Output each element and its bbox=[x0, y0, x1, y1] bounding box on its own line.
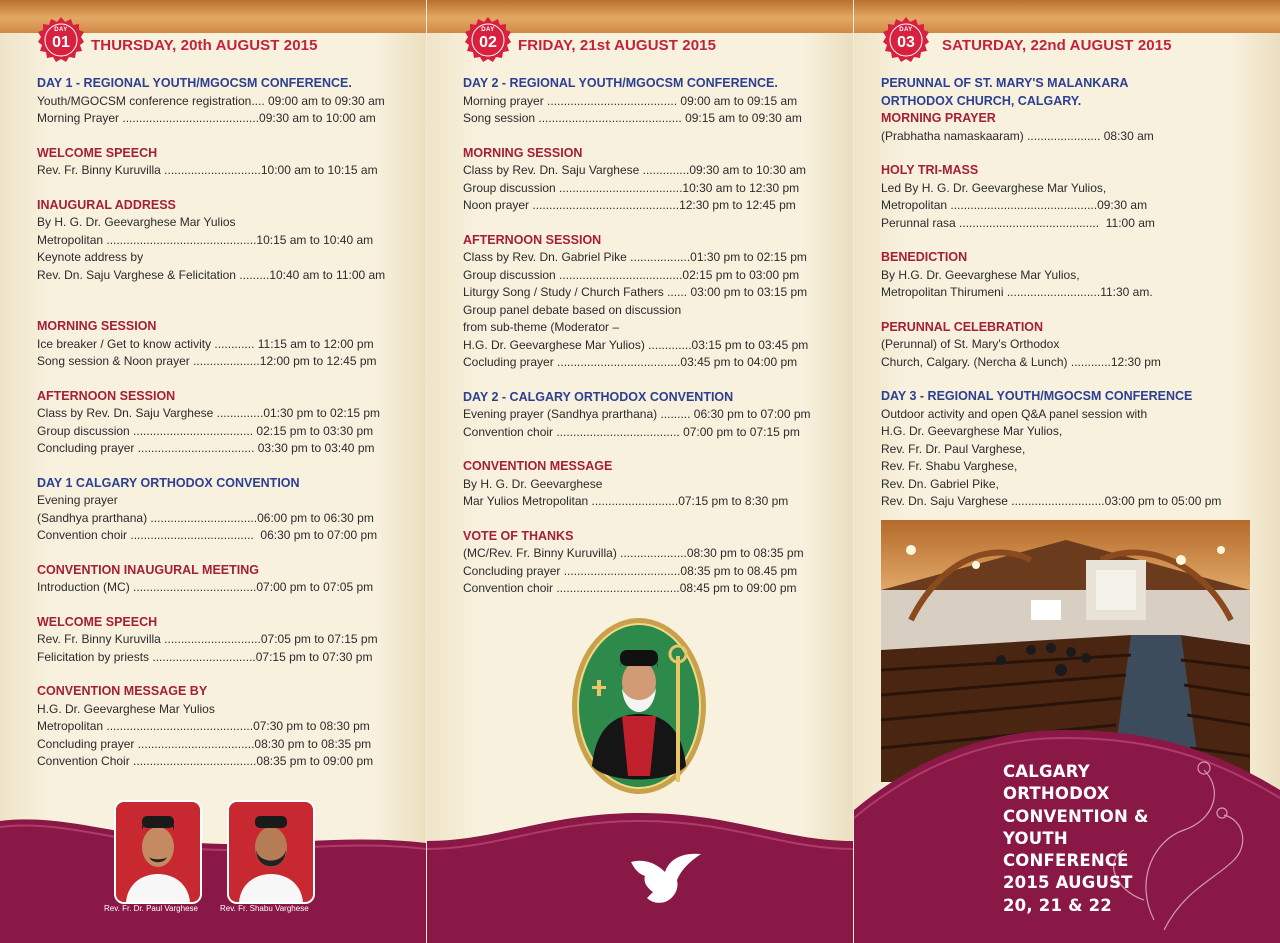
schedule-line: Class by Rev. Dn. Saju Varghese ..............09:30 am to 10:30 am bbox=[463, 163, 807, 177]
section-heading: WELCOME SPEECH bbox=[37, 614, 158, 629]
schedule-line: Song session ........................................... 09:15 am to 09:30 am bbox=[463, 111, 802, 125]
section-heading: DAY 1 CALGARY ORTHODOX CONVENTION bbox=[37, 475, 300, 490]
schedule-line: Concluding prayer ...................................08:30 pm to 08:35 pm bbox=[37, 736, 372, 751]
spacer bbox=[881, 232, 1221, 249]
schedule-line: Group discussion .....................................02:15 pm to 03:00 pm bbox=[463, 267, 800, 282]
schedule-line: Rev. Dn. Saju Varghese ............................03:00 pm to 05:00 pm bbox=[881, 494, 1222, 508]
day3-badge bbox=[883, 17, 929, 63]
schedule-line: Metropolitan Thirumeni ............................11:30 am. bbox=[881, 285, 1153, 299]
section-heading: DAY 2 - CALGARY ORTHODOX CONVENTION bbox=[463, 389, 734, 404]
spacer bbox=[37, 371, 385, 388]
spacer bbox=[881, 145, 1221, 162]
schedule-line: Class by Rev. Dn. Saju Varghese ..............01:30 pm to 02:15 pm bbox=[37, 406, 381, 420]
day1-date-heading: THURSDAY, 20th AUGUST 2015 bbox=[91, 37, 318, 54]
caption-shabu-varghese: Rev. Fr. Shabu Varghese bbox=[220, 904, 309, 913]
day2-date-heading: FRIDAY, 21st AUGUST 2015 bbox=[518, 37, 717, 54]
schedule-line: (MC/Rev. Fr. Binny Kuruvilla) ....................08:30 pm to 08:35 pm bbox=[463, 546, 804, 560]
section-heading: MORNING PRAYER bbox=[881, 111, 996, 125]
schedule-line: Ice breaker / Get to know activity ............ 11:15 am to 12:00 pm bbox=[37, 336, 374, 351]
schedule-line: Cocluding prayer .....................................03:45 pm to 04:00 pm bbox=[463, 355, 798, 369]
spacer bbox=[37, 666, 385, 683]
spacer bbox=[37, 545, 385, 562]
schedule-line: Led By H. G. Dr. Geevarghese Mar Yulios, bbox=[881, 180, 1107, 195]
day1-schedule bbox=[37, 75, 385, 771]
section-heading: AFTERNOON SESSION bbox=[37, 388, 176, 403]
schedule-line: Perunnal rasa .......................................... 11:00 am bbox=[881, 215, 1155, 230]
schedule-line: By H.G. Dr. Geevarghese Mar Yulios, bbox=[881, 267, 1080, 282]
schedule-line: Morning prayer ....................................... 09:00 am to 09:15 am bbox=[463, 93, 798, 108]
spacer bbox=[37, 128, 385, 145]
schedule-line: Concluding prayer ...................................08:35 pm to 08.45 pm bbox=[463, 563, 798, 578]
schedule-line: Morning Prayer .........................................09:30 am to 10:00 am bbox=[37, 111, 376, 125]
badge-label: DAY bbox=[899, 27, 913, 33]
schedule-line: Class by Rev. Dn. Gabriel Pike ..................01:30 pm to 02:15 pm bbox=[463, 250, 807, 264]
schedule-line: H.G. Dr. Geevarghese Mar Yulios bbox=[37, 701, 215, 716]
schedule-line: Convention Choir .....................................08:35 pm to 09:00 pm bbox=[37, 754, 374, 768]
schedule-line: Keynote address by bbox=[37, 250, 144, 264]
schedule-line: Group discussion .....................................10:30 am to 12:30 pm bbox=[463, 180, 800, 195]
schedule-line: (Sandhya prarthana) ................................06:00 pm to 06:30 pm bbox=[37, 510, 374, 525]
event-title-line: CONVENTION & bbox=[1003, 806, 1149, 826]
day2-panel bbox=[427, 0, 853, 943]
schedule-line: Rev. Fr. Binny Kuruvilla .............................10:00 am to 10:15 am bbox=[37, 163, 378, 177]
schedule-line: H.G. Dr. Geevarghese Mar Yulios, bbox=[881, 424, 1063, 438]
schedule-line: By H. G. Dr. Geevarghese Mar Yulios bbox=[37, 215, 236, 229]
schedule-line: Group panel debate based on discussion bbox=[463, 302, 682, 317]
schedule-line: Rev. Dn. Saju Varghese & Felicitation .........10:40 am to 11:00 am bbox=[37, 267, 386, 282]
section-heading: CONVENTION INAUGURAL MEETING bbox=[37, 562, 259, 577]
badge-number: 01 bbox=[52, 34, 70, 51]
section-heading: MORNING SESSION bbox=[37, 319, 157, 333]
caption-paul-varghese: Rev. Fr. Dr. Paul Varghese bbox=[104, 904, 198, 913]
day3-date-heading: SATURDAY, 22nd AUGUST 2015 bbox=[942, 37, 1172, 54]
day1-panel bbox=[0, 0, 426, 943]
section-heading: PERUNNAL OF ST. MARY'S MALANKARA bbox=[881, 76, 1129, 90]
event-title-line: CALGARY bbox=[1003, 762, 1090, 781]
spacer bbox=[463, 441, 811, 458]
day1-badge bbox=[38, 17, 84, 63]
purple-wave bbox=[0, 783, 426, 943]
spacer bbox=[881, 302, 1221, 319]
schedule-line: Outdoor activity and open Q&A panel session with bbox=[881, 406, 1148, 421]
section-heading: PERUNNAL CELEBRATION bbox=[881, 319, 1044, 334]
schedule-line: Metropolitan ............................................09:30 am bbox=[881, 198, 1148, 212]
event-title-line: 2015 AUGUST bbox=[1003, 873, 1133, 893]
event-title-line: YOUTH bbox=[1003, 828, 1068, 848]
schedule-line: Youth/MGOCSM conference registration.... 09:00 am to 09:30 am bbox=[37, 93, 385, 108]
schedule-line: Convention choir .....................................08:45 pm to 09:00 pm bbox=[463, 581, 797, 595]
spacer bbox=[37, 180, 385, 197]
schedule-line: Evening prayer bbox=[37, 493, 118, 507]
schedule-line: Convention choir ..................................... 07:00 pm to 07:15 pm bbox=[463, 424, 800, 439]
schedule-line: Metropolitan ............................................07:30 pm to 08:30 pm bbox=[37, 719, 370, 733]
schedule-line: Concluding prayer ................................... 03:30 pm to 03:40 pm bbox=[37, 441, 375, 455]
event-title-line: ORTHODOX bbox=[1003, 784, 1110, 804]
portrait-shabu-varghese bbox=[227, 800, 315, 904]
event-title bbox=[1003, 761, 1149, 917]
schedule-line: (Prabhatha namaskaaram) ...................... 08:30 am bbox=[881, 128, 1154, 143]
schedule-line: Group discussion .................................... 02:15 pm to 03:30 pm bbox=[37, 423, 374, 438]
spacer bbox=[37, 458, 385, 475]
schedule-line: (Perunnal) of St. Mary's Orthodox bbox=[881, 337, 1060, 351]
schedule-line: Song session & Noon prayer ....................12:00 pm to 12:45 pm bbox=[37, 354, 377, 368]
spacer bbox=[881, 371, 1221, 388]
section-heading: AFTERNOON SESSION bbox=[463, 232, 602, 247]
day3-schedule bbox=[881, 75, 1221, 511]
event-title-line: 20, 21 & 22 bbox=[1003, 895, 1112, 915]
spacer bbox=[463, 128, 811, 145]
badge-label: DAY bbox=[54, 27, 68, 33]
schedule-line: Noon prayer ............................................12:30 pm to 12:45 pm bbox=[463, 198, 796, 212]
spacer bbox=[37, 301, 385, 318]
saint-medallion bbox=[570, 616, 708, 796]
spacer bbox=[463, 372, 811, 389]
schedule-line: H.G. Dr. Geevarghese Mar Yulios) .............03:15 pm to 03:45 pm bbox=[463, 337, 809, 352]
section-heading: DAY 1 - REGIONAL YOUTH/MGOCSM CONFERENCE. bbox=[37, 76, 352, 90]
section-heading: INAUGURAL ADDRESS bbox=[37, 197, 176, 212]
section-heading: CONVENTION MESSAGE bbox=[463, 459, 613, 473]
section-heading: HOLY TRI-MASS bbox=[881, 163, 979, 177]
event-title-line: CONFERENCE bbox=[1003, 851, 1129, 871]
schedule-line: Felicitation by priests ...............................07:15 pm to 07:30 pm bbox=[37, 649, 373, 664]
schedule-line: Metropolitan .............................................10:15 am to 10:40 am bbox=[37, 232, 374, 247]
section-heading: WELCOME SPEECH bbox=[37, 145, 158, 160]
section-heading: BENEDICTION bbox=[881, 250, 968, 264]
spacer bbox=[37, 284, 385, 301]
day2-badge bbox=[465, 17, 511, 63]
schedule-line: Rev. Fr. Dr. Paul Varghese, bbox=[881, 441, 1026, 456]
portrait-paul-varghese bbox=[114, 800, 202, 904]
schedule-line: Convention choir ..................................... 06:30 pm to 07:00 pm bbox=[37, 528, 378, 542]
schedule-line: Mar Yulios Metropolitan ..........................07:15 pm to 8:30 pm bbox=[463, 494, 789, 508]
dove-icon bbox=[627, 848, 707, 908]
section-heading: MORNING SESSION bbox=[463, 145, 583, 160]
schedule-line: By H. G. Dr. Geevarghese bbox=[463, 476, 603, 491]
schedule-line: Liturgy Song / Study / Church Fathers ...... 03:00 pm to 03:15 pm bbox=[463, 285, 808, 299]
section-heading: CONVENTION MESSAGE BY bbox=[37, 684, 208, 698]
spacer bbox=[463, 215, 811, 232]
section-heading: ORTHODOX CHURCH, CALGARY. bbox=[881, 93, 1082, 108]
section-heading: DAY 2 - REGIONAL YOUTH/MGOCSM CONFERENCE. bbox=[463, 76, 778, 90]
schedule-line: Church, Calgary. (Nercha & Lunch) ............12:30 pm bbox=[881, 354, 1161, 369]
schedule-line: from sub-theme (Moderator – bbox=[463, 320, 620, 334]
section-heading: VOTE OF THANKS bbox=[463, 528, 574, 543]
schedule-line: Rev. Fr. Shabu Varghese, bbox=[881, 459, 1018, 473]
badge-label: DAY bbox=[481, 27, 495, 33]
schedule-line: Introduction (MC) .....................................07:00 pm to 07:05 pm bbox=[37, 580, 374, 594]
section-heading: DAY 3 - REGIONAL YOUTH/MGOCSM CONFERENCE bbox=[881, 389, 1193, 403]
spacer bbox=[37, 597, 385, 614]
day2-schedule bbox=[463, 75, 811, 598]
schedule-line: Rev. Fr. Binny Kuruvilla .............................07:05 pm to 07:15 pm bbox=[37, 632, 378, 646]
badge-number: 02 bbox=[479, 34, 497, 51]
badge-number: 03 bbox=[897, 34, 915, 51]
schedule-line: Rev. Dn. Gabriel Pike, bbox=[881, 476, 999, 491]
schedule-line: Evening prayer (Sandhya prarthana) ......... 06:30 pm to 07:00 pm bbox=[463, 407, 811, 421]
spacer bbox=[463, 511, 811, 528]
